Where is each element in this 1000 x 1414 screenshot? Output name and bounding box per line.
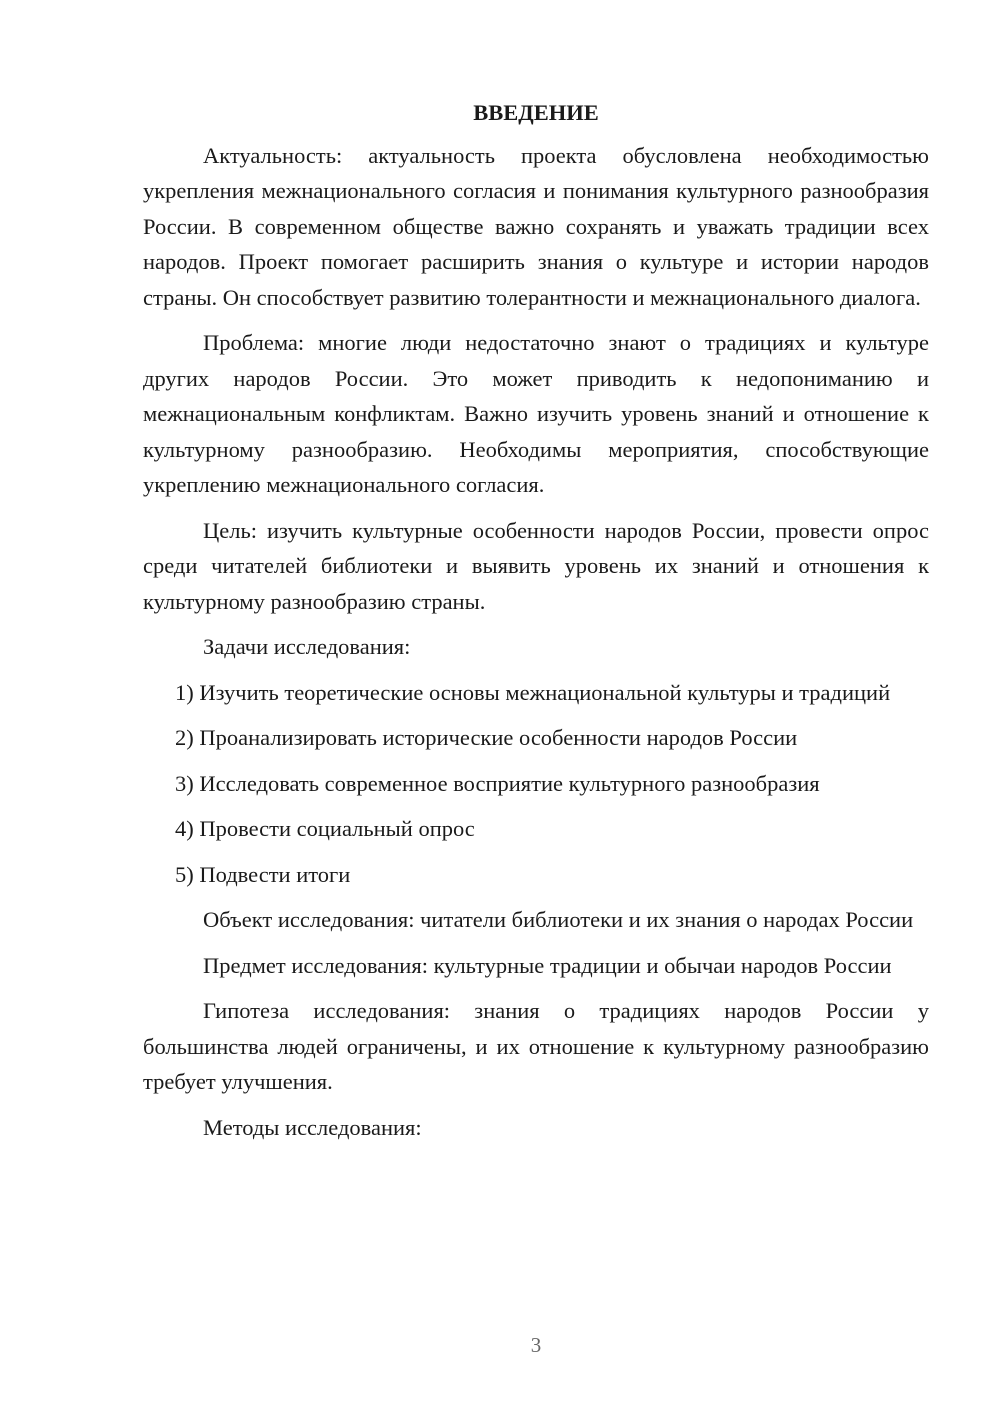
page-number: 3 <box>530 1333 542 1357</box>
goal-paragraph: Цель: изучить культурные особенности народов России, провести опрос среди читателей библиотеки и выявить уровень их знаний и отношения к культурному разнообразию страны. <box>143 517 929 614</box>
subject-paragraph: Предмет исследования: культурные традиции и обычаи народов России <box>203 952 892 978</box>
tasks-heading: Задачи исследования: <box>203 634 411 659</box>
page-content <box>143 95 929 1155</box>
hypothesis-paragraph: Гипотеза исследования: знания о традициях народов России у большинства людей ограничены, и их отношение к культурному разнообразию требует улучшения. <box>143 998 929 1094</box>
task-item-3: 3) Исследовать современное восприятие культурного разнообразия <box>175 770 820 796</box>
task-item-4: 4) Провести социальный опрос <box>175 816 475 841</box>
page-title: ВВЕДЕНИЕ <box>473 100 599 125</box>
methods-heading: Методы исследования: <box>203 1114 422 1140</box>
task-item-2: 2) Проанализировать исторические особенности народов России <box>175 725 798 750</box>
object-paragraph: Объект исследования: читатели библиотеки и их знания о народах России <box>203 907 914 932</box>
task-item-5: 5) Подвести итоги <box>175 861 351 887</box>
task-item-1: 1) Изучить теоретические основы межнациональной культуры и традиций <box>175 679 891 705</box>
problem-paragraph: Проблема: многие люди недостаточно знают о традициях и культуре других народов России. Это может приводить к недопониманию и межнациональным конфликтам. Важно изучить уровень знаний и отношение к культурному разнообразию. Необходимы мероприятия, способствующие укреплению межнационального согласия. <box>143 330 929 497</box>
relevance-paragraph: Актуальность: актуальность проекта обусловлена необходимостью укрепления межнационального согласия и понимания культурного разнообразия России. В современном обществе важно сохранять и уважать традиции всех народов. Проект помогает расширить знания о культуре и истории народов страны. Он способствует развитию толерантности и межнационального диалога. <box>143 142 929 310</box>
